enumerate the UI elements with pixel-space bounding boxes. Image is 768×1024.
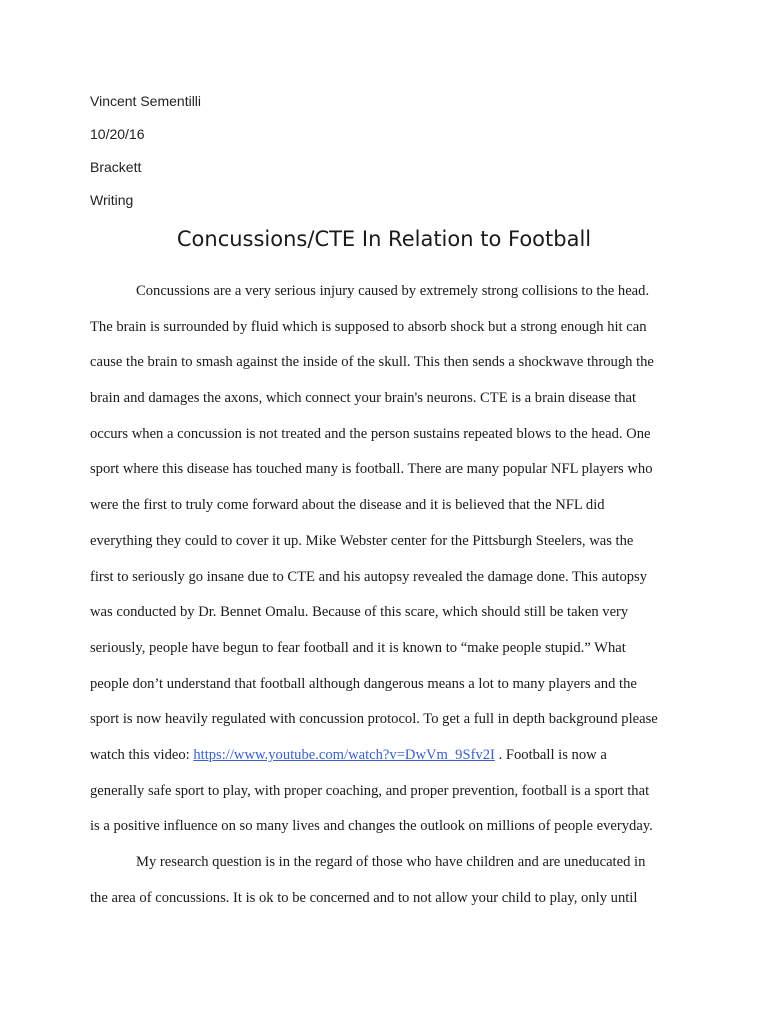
- paragraph-line: Concussions are a very serious injury caused by extremely strong collisions to the head.: [136, 283, 650, 299]
- paragraph-line: brain and damages the axons, which connect your brain's neurons. CTE is a brain disease that: [90, 390, 637, 406]
- paragraph-line: was conducted by Dr. Bennet Omalu. Because of this scare, which should still be taken very: [90, 604, 629, 620]
- paragraph-line: people don’t understand that football although dangerous means a lot to many players and the: [90, 676, 637, 692]
- paragraph-line: seriously, people have begun to fear football and it is known to “make people stupid.” What: [90, 640, 626, 656]
- paragraph-line: occurs when a concussion is not treated and the person sustains repeated blows to the head. One: [90, 426, 651, 442]
- paragraph-line: [90, 745, 607, 765]
- document-date: 10/20/16: [90, 126, 145, 142]
- paragraph-line: cause the brain to smash against the inside of the skull. This then sends a shockwave through the: [90, 354, 654, 370]
- link-trailing-text: . Football is now a: [494, 747, 607, 763]
- paragraph-line: The brain is surrounded by fluid which is supposed to absorb shock but a strong enough hit can: [90, 319, 647, 335]
- paragraph-line: everything they could to cover it up. Mike Webster center for the Pittsburgh Steelers, was the: [90, 533, 634, 549]
- teacher-name: Brackett: [90, 159, 142, 175]
- paragraph-line: were the first to truly come forward about the disease and it is believed that the NFL did: [90, 497, 605, 513]
- link-lead-text: watch this video:: [90, 747, 194, 763]
- youtube-video-link[interactable]: https://www.youtube.com/watch?v=DwVm_9Sfv2I: [193, 747, 495, 763]
- paragraph-line: is a positive influence on so many lives and changes the outlook on millions of people everyday.: [90, 818, 653, 834]
- document-title: Concussions/CTE In Relation to Football: [176, 227, 592, 251]
- paragraph-line: the area of concussions. It is ok to be concerned and to not allow your child to play, only until: [90, 890, 638, 906]
- paragraph-line: My research question is in the regard of those who have children and are uneducated in: [136, 854, 646, 870]
- paragraph-line: sport is now heavily regulated with concussion protocol. To get a full in depth background please: [90, 711, 658, 727]
- course-name: Writing: [90, 192, 134, 208]
- paragraph-line: first to seriously go insane due to CTE and his autopsy revealed the damage done. This autopsy: [90, 569, 648, 585]
- author-name: Vincent Sementilli: [90, 93, 202, 109]
- paragraph-line: sport where this disease has touched many is football. There are many popular NFL players who: [90, 461, 653, 477]
- paragraph-line: generally safe sport to play, with proper coaching, and proper prevention, football is a sport that: [90, 783, 650, 799]
